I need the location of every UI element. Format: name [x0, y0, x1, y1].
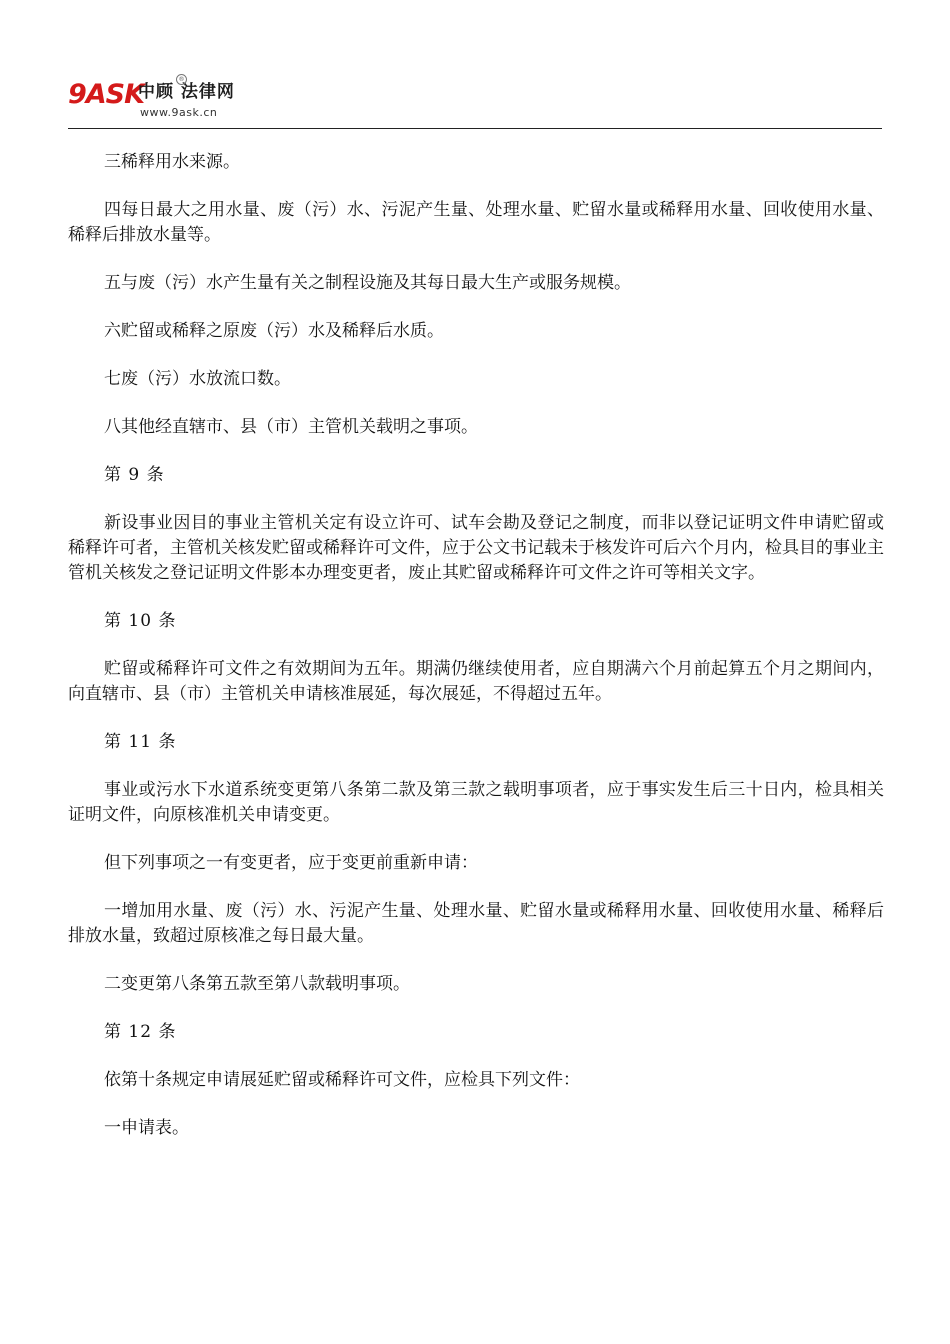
- article-11-item-2: 二变更第八条第五款至第八款载明事项。: [104, 974, 410, 994]
- article-12-item-1: 一申请表。: [104, 1118, 189, 1138]
- article-heading-11: 第 11 条: [104, 732, 177, 752]
- paragraph-item-3: 三稀释用水来源。: [104, 152, 240, 172]
- logo-mark: 9ASK: [68, 79, 145, 110]
- paragraph-item-8: 八其他经直辖市、县（市）主管机关载明之事项。: [104, 417, 478, 437]
- article-12-text: 依第十条规定申请展延贮留或稀释许可文件，应检具下列文件：: [104, 1070, 580, 1090]
- site-logo[interactable]: [68, 76, 258, 124]
- paragraph-item-4: 四每日最大之用水量、废（污）水、污泥产生量、处理水量、贮留水量或稀释用水量、回收使用水量、稀释后排放水量等。: [68, 200, 884, 245]
- paragraph-item-6: 六贮留或稀释之原废（污）水及稀释后水质。: [104, 321, 444, 341]
- article-heading-9: 第 9 条: [104, 465, 165, 485]
- article-10-text: 贮留或稀释许可文件之有效期间为五年。期满仍继续使用者，应自期满六个月前起算五个月之期间内，向直辖市、县（市）主管机关申请核准展延，每次展延，不得超过五年。: [68, 659, 884, 704]
- article-11-item-1: 一增加用水量、废（污）水、污泥产生量、处理水量、贮留水量或稀释用水量、回收使用水量、稀释后排放水量，致超过原核准之每日最大量。: [68, 901, 884, 946]
- article-heading-12: 第 12 条: [104, 1022, 177, 1042]
- article-heading-10: 第 10 条: [104, 611, 177, 631]
- article-11-proviso: 但下列事项之一有变更者，应于变更前重新申请：: [104, 853, 478, 873]
- logo-url: www.9ask.cn: [140, 106, 218, 119]
- paragraph-item-7: 七废（污）水放流口数。: [104, 369, 291, 389]
- registered-trademark-icon: ®: [176, 74, 187, 85]
- logo-chinese-name: 中顾 法律网: [138, 82, 235, 102]
- article-11-text: 事业或污水下水道系统变更第八条第二款及第三款之载明事项者，应于事实发生后三十日内，检具相关证明文件，向原核准机关申请变更。: [68, 780, 884, 825]
- paragraph-item-5: 五与废（污）水产生量有关之制程设施及其每日最大生产或服务规模。: [104, 273, 631, 293]
- document-body: [68, 150, 884, 1164]
- header-divider: [68, 128, 882, 129]
- page-header: [68, 74, 882, 130]
- article-9-text: 新设事业因目的事业主管机关定有设立许可、试车会勘及登记之制度，而非以登记证明文件申请贮留或稀释许可者，主管机关核发贮留或稀释许可文件，应于公文书记载未于核发许可后六个月内，检具目的事业主管机关核发之登记证明文件影本办理变更者，废止其贮留或稀释许可文件之许可等相关文字。: [68, 513, 884, 583]
